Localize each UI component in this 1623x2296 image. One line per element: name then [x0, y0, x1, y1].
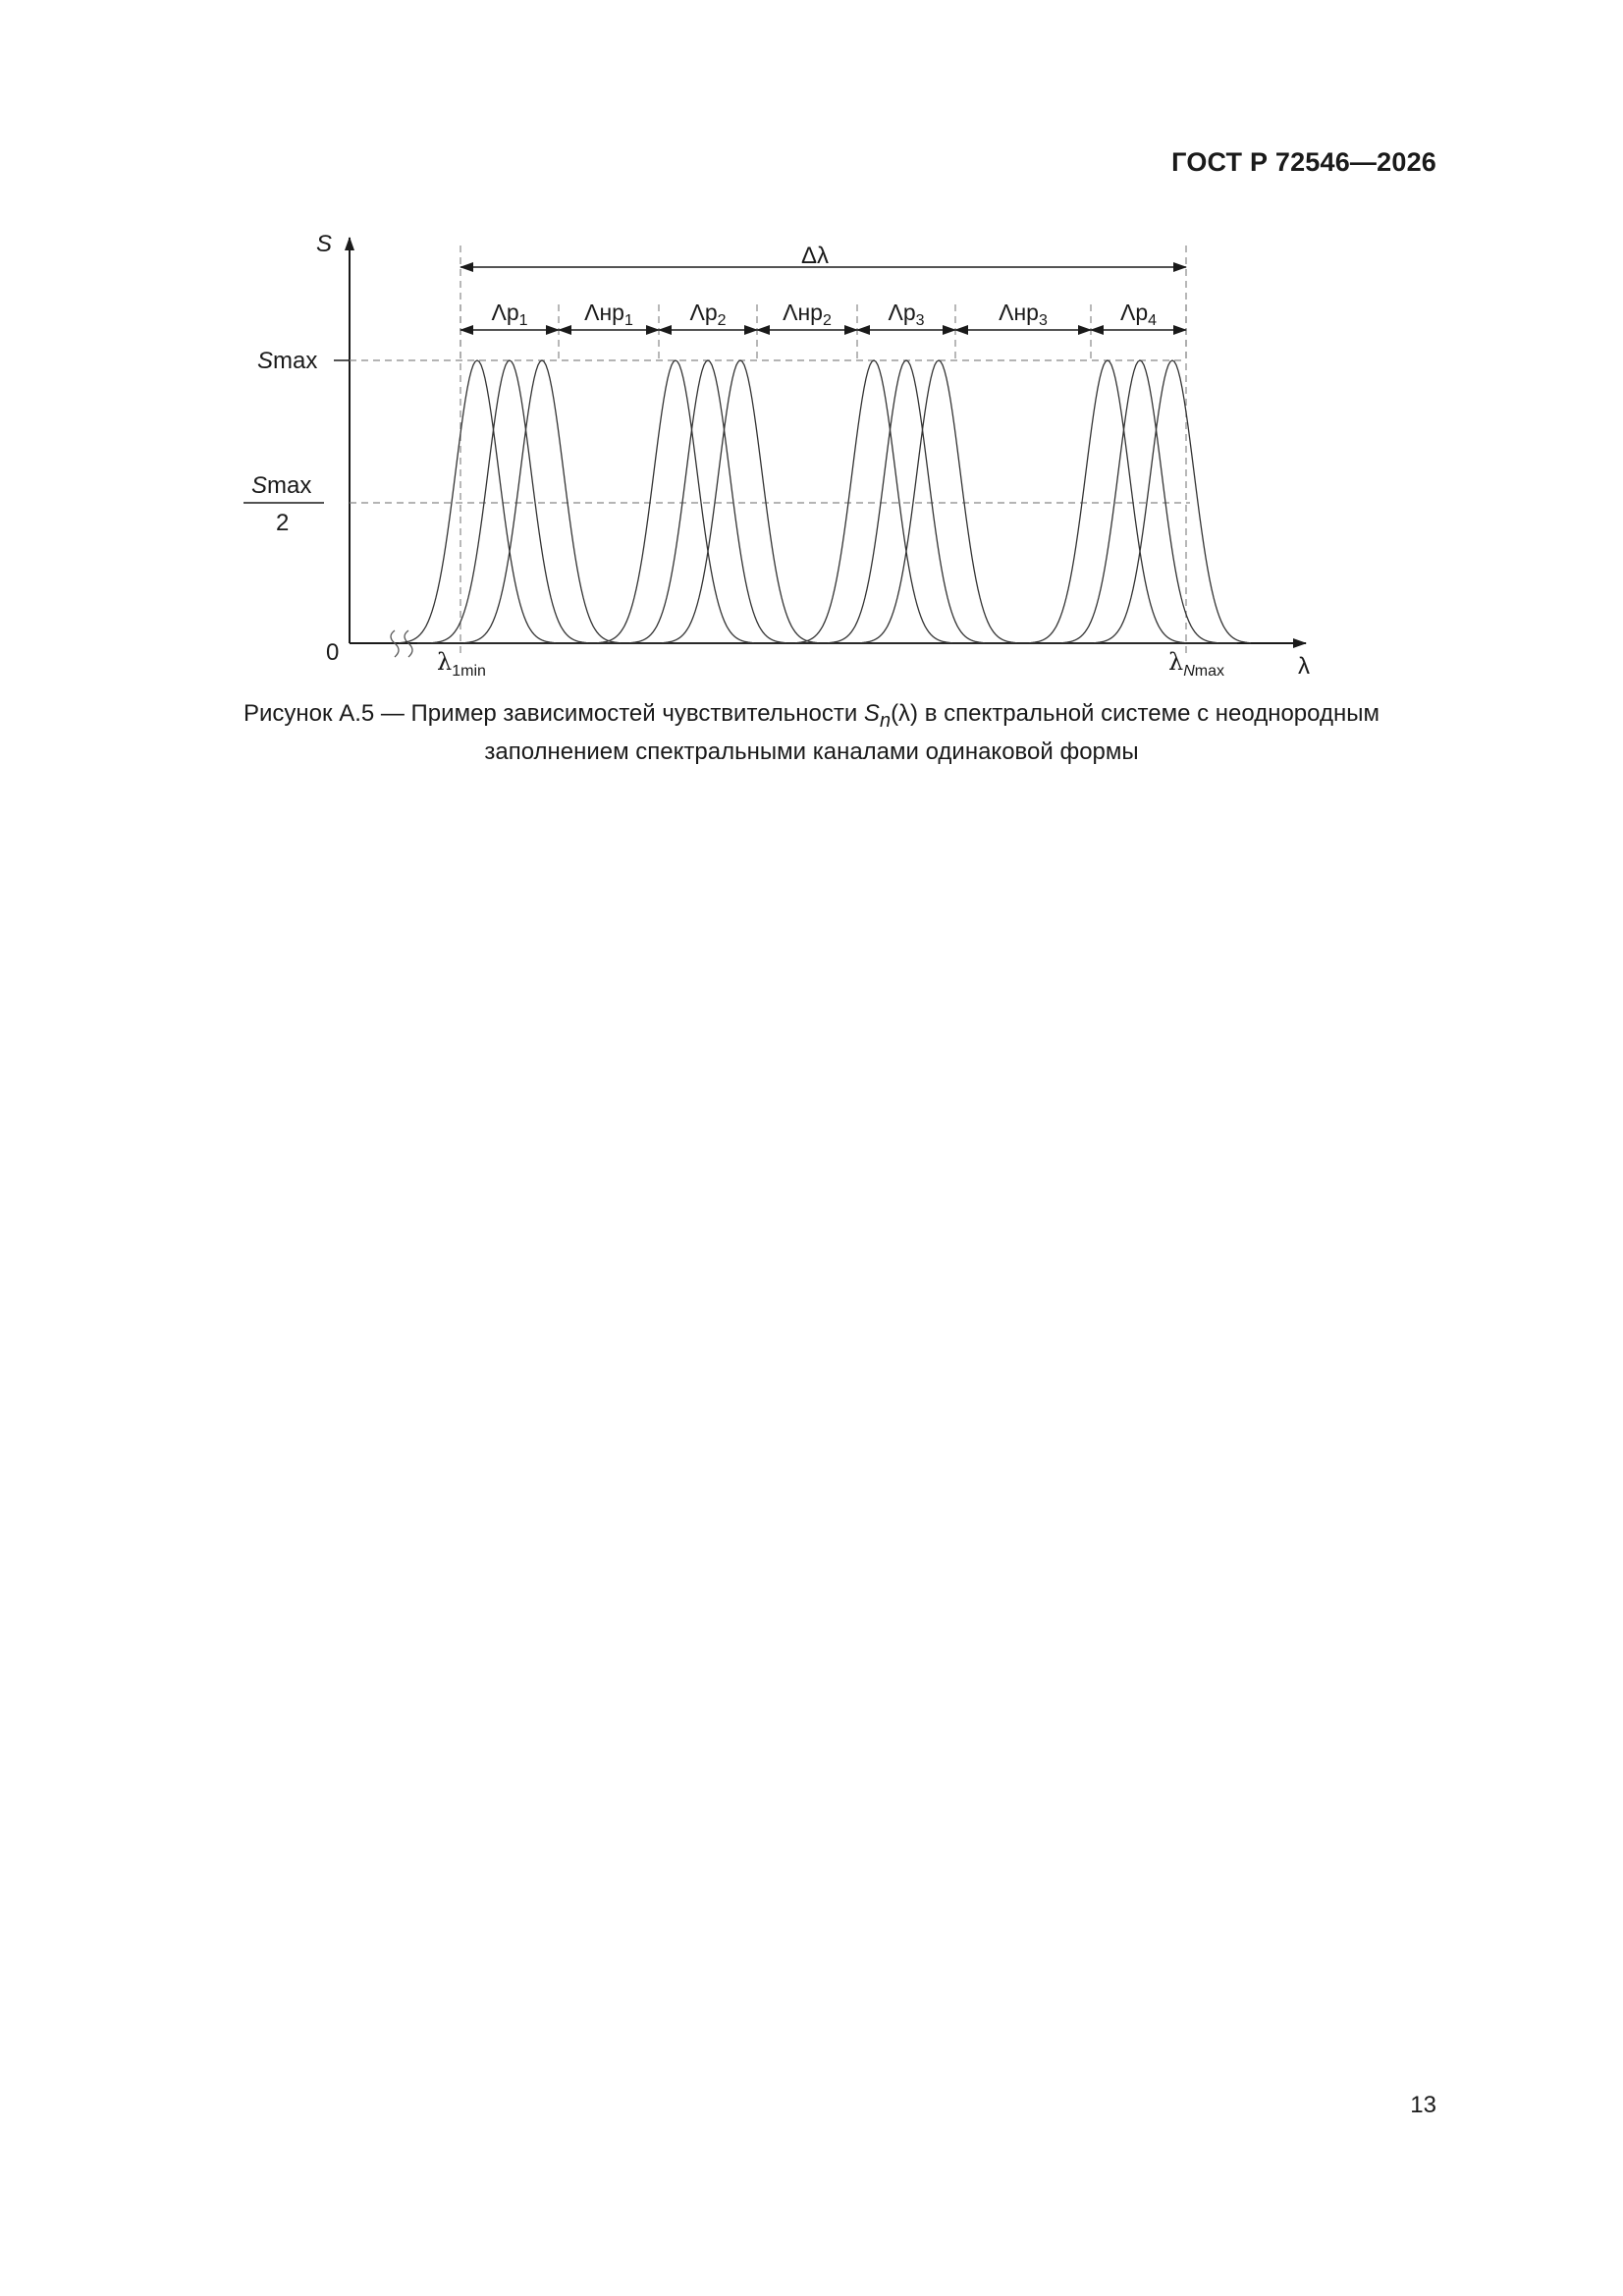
channel-curve-2-1 [597, 360, 754, 643]
y-axis-label: S [316, 231, 333, 257]
figure-caption [0, 698, 1623, 767]
sensitivity-figure [0, 0, 1623, 707]
span-label-5 [888, 300, 924, 329]
smax-half-denominator: 2 [276, 510, 290, 536]
lambda-min-sub: 1min [452, 663, 486, 680]
span-label-sub: 2 [822, 312, 832, 329]
channel-curve-1-1 [399, 360, 556, 643]
channel-curve-2-3 [662, 360, 819, 643]
lambda-max-label [1168, 648, 1224, 680]
lambda-min-base: λ [437, 648, 453, 676]
span-label-sub: 3 [915, 312, 925, 329]
origin-label: 0 [326, 639, 340, 666]
span-label-sub: 1 [518, 312, 528, 329]
span-label-base: Λp [689, 300, 718, 325]
document-standard-number: ГОСТ Р 72546—2026 [1171, 147, 1436, 177]
span-arrows [460, 300, 1186, 330]
smax-half-numerator: Smax [251, 472, 312, 499]
span-label-sub: 3 [1038, 312, 1048, 329]
caption-symbol-arg: (λ) [891, 700, 919, 727]
channel-curve-3-1 [795, 360, 952, 643]
caption-line-2: заполнением спектральными каналами одинаковой формы [484, 738, 1139, 765]
channel-curve-4-2 [1061, 360, 1218, 643]
span-label-sub: 2 [717, 312, 727, 329]
span-label-3 [689, 300, 726, 329]
span-label-base: Λнр [584, 300, 624, 325]
span-label-2 [584, 300, 633, 329]
caption-prefix: Рисунок А.5 — Пример зависимостей чувствительности [243, 700, 864, 727]
channel-curve-3-2 [828, 360, 985, 643]
channel-curves [399, 360, 1251, 643]
page-number: 13 [1410, 2092, 1436, 2118]
span-label-base: Λp [888, 300, 916, 325]
span-label-base: Λнр [783, 300, 823, 325]
span-label-base: Λp [1119, 300, 1149, 325]
lambda-min-label [437, 648, 486, 680]
channel-curve-2-2 [629, 360, 786, 643]
channel-curve-3-3 [860, 360, 1017, 643]
caption-suffix: в спектральной системе с неоднородным [918, 700, 1380, 727]
span-label-sub: 1 [623, 312, 633, 329]
lambda-max-sub: Nmax [1183, 663, 1225, 680]
span-label-6 [999, 300, 1048, 329]
span-label-7 [1120, 300, 1157, 329]
span-label-1 [491, 300, 527, 329]
channel-curve-4-1 [1029, 360, 1186, 643]
total-range-label: Δλ [800, 243, 830, 269]
x-axis-label: λ [1298, 653, 1310, 680]
span-label-4 [783, 300, 832, 329]
smax-label: Smax [257, 348, 318, 374]
span-label-base: Λнр [999, 300, 1039, 325]
lambda-max-base: λ [1168, 648, 1184, 676]
span-label-base: Λp [491, 300, 519, 325]
caption-symbol-sub: n [879, 709, 892, 732]
channel-curve-1-3 [463, 360, 621, 643]
channel-curve-1-2 [431, 360, 588, 643]
span-label-sub: 4 [1148, 312, 1158, 329]
caption-line-1 [0, 698, 1623, 737]
channel-curve-4-3 [1094, 360, 1251, 643]
caption-symbol: S [863, 700, 880, 727]
